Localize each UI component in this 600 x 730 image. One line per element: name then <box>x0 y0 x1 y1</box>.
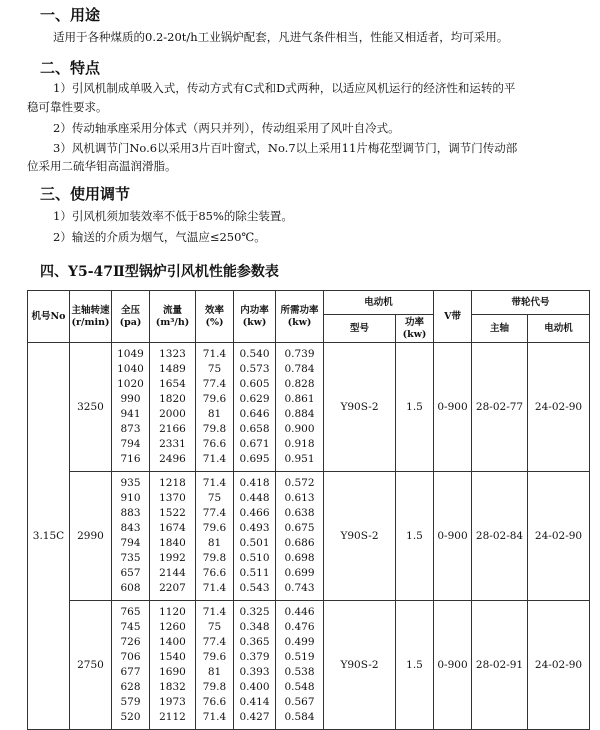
pressure-value: 1049 <box>117 348 144 360</box>
efficiency-value: 76.6 <box>202 567 227 579</box>
flow-value: 1840 <box>159 537 186 549</box>
pressure-value: 843 <box>120 522 141 534</box>
section3-item1: 1）引风机须加装效率不低于85%的除尘装置。 <box>53 209 293 223</box>
required-power-value: 0.638 <box>284 507 315 519</box>
internal-power-value: 0.427 <box>239 711 270 723</box>
header-efficiency: 效率(%) <box>196 291 234 343</box>
header-motor-pulley: 电动机 <box>528 315 590 343</box>
header-speed: 主轴转速(r/min) <box>70 291 112 343</box>
required-power-value: 0.538 <box>284 666 315 678</box>
efficiency-value: 76.6 <box>202 438 227 450</box>
speed-cell: 3250 <box>70 343 112 472</box>
required-power-value: 0.884 <box>284 408 315 420</box>
speed-cell: 2990 <box>70 472 112 601</box>
section2-item2: 2）传动轴承座采用分体式（两只并列），传动组采用了风叶自冷式。 <box>53 121 400 135</box>
motor-pulley-cell: 24-02-90 <box>528 343 590 472</box>
pressure-value: 608 <box>120 582 141 594</box>
efficiency-value: 79.8 <box>202 552 227 564</box>
main-shaft-cell: 28-02-91 <box>472 601 528 730</box>
flow-list <box>150 601 196 730</box>
pressure-value: 579 <box>120 696 141 708</box>
pressure-value: 628 <box>120 681 141 693</box>
required-power-value: 0.686 <box>284 537 315 549</box>
efficiency-value: 79.6 <box>202 522 227 534</box>
required-power-list <box>276 472 324 601</box>
internal-power-value: 0.418 <box>239 477 270 489</box>
efficiency-value: 77.4 <box>202 378 227 390</box>
efficiency-value: 79.6 <box>202 393 227 405</box>
required-power-value: 0.567 <box>284 696 315 708</box>
efficiency-value: 71.4 <box>202 582 227 594</box>
section4-title: 四、Y5-47Ⅱ型锅炉引风机性能参数表 <box>40 264 279 280</box>
internal-power-value: 0.658 <box>239 423 270 435</box>
pressure-value: 735 <box>120 552 141 564</box>
flow-value: 1120 <box>159 606 186 618</box>
section2-item1-line1: 1）引风机制成单吸入式，传动方式有C式和D式两种，以适应风机运行的经济性和运转的平 <box>53 81 516 95</box>
efficiency-list <box>196 472 234 601</box>
required-power-value: 0.613 <box>284 492 315 504</box>
efficiency-value: 77.4 <box>202 636 227 648</box>
pressure-value: 677 <box>120 666 141 678</box>
flow-value: 2144 <box>159 567 186 579</box>
pressure-value: 745 <box>120 621 141 633</box>
motor-model-cell: Y90S-2 <box>324 343 396 472</box>
pressure-value: 873 <box>120 423 141 435</box>
pressure-list <box>112 343 150 472</box>
required-power-value: 0.584 <box>284 711 315 723</box>
pressure-value: 716 <box>120 453 141 465</box>
section2-item1-line2: 稳可靠性要求。 <box>27 100 108 114</box>
section3-title: 三、使用调节 <box>40 185 131 203</box>
required-power-value: 0.548 <box>284 681 315 693</box>
flow-value: 1832 <box>159 681 186 693</box>
pressure-value: 794 <box>120 438 141 450</box>
internal-power-value: 0.695 <box>239 453 270 465</box>
main-shaft-cell: 28-02-77 <box>472 343 528 472</box>
flow-value: 1992 <box>159 552 186 564</box>
flow-value: 1218 <box>159 477 186 489</box>
pressure-value: 935 <box>120 477 141 489</box>
pressure-value: 990 <box>120 393 141 405</box>
flow-value: 1820 <box>159 393 186 405</box>
motor-pulley-cell: 24-02-90 <box>528 601 590 730</box>
flow-value: 2112 <box>159 711 186 723</box>
main-shaft-cell: 28-02-84 <box>472 472 528 601</box>
speed-cell: 2750 <box>70 601 112 730</box>
motor-model-cell: Y90S-2 <box>324 472 396 601</box>
internal-power-value: 0.393 <box>239 666 270 678</box>
required-power-value: 0.476 <box>284 621 315 633</box>
pressure-value: 706 <box>120 651 141 663</box>
flow-value: 1323 <box>159 348 186 360</box>
internal-power-value: 0.540 <box>239 348 270 360</box>
internal-power-value: 0.466 <box>239 507 270 519</box>
header-model: 机号No <box>28 291 70 343</box>
required-power-value: 0.828 <box>284 378 315 390</box>
section1-text: 适用于各种煤质的0.2-20t/h工业锅炉配套，凡进气条件相当，性能又相适者，均可采用。 <box>53 30 509 44</box>
internal-power-value: 0.448 <box>239 492 270 504</box>
required-power-value: 0.951 <box>284 453 315 465</box>
pressure-list <box>112 472 150 601</box>
internal-power-value: 0.400 <box>239 681 270 693</box>
required-power-value: 0.519 <box>284 651 315 663</box>
flow-value: 1654 <box>159 378 186 390</box>
required-power-value: 0.499 <box>284 636 315 648</box>
efficiency-value: 71.4 <box>202 606 227 618</box>
table-row <box>28 601 590 730</box>
pressure-value: 1040 <box>117 363 144 375</box>
required-power-value: 0.861 <box>284 393 315 405</box>
header-main-shaft: 主轴 <box>472 315 528 343</box>
efficiency-value: 75 <box>207 363 222 375</box>
flow-list <box>150 343 196 472</box>
efficiency-value: 79.8 <box>202 681 227 693</box>
section2-item3-line1: 3）风机调节门No.6以采用3片百叶窗式，No.7以上采用11片梅花型调节门，调节门传动部 <box>53 141 518 155</box>
header-motor: 电动机 <box>324 291 434 315</box>
flow-value: 2166 <box>159 423 186 435</box>
pressure-value: 941 <box>120 408 141 420</box>
pressure-value: 657 <box>120 567 141 579</box>
model-number-cell: 3.15C <box>28 343 70 730</box>
header-vbelt: V带 <box>434 291 472 343</box>
required-power-value: 0.784 <box>284 363 315 375</box>
required-power-list <box>276 601 324 730</box>
header-pressure: 全压(pa) <box>112 291 150 343</box>
flow-value: 2496 <box>159 453 186 465</box>
efficiency-value: 75 <box>207 492 222 504</box>
internal-power-list <box>234 472 276 601</box>
flow-value: 2207 <box>159 582 186 594</box>
motor-power-cell: 1.5 <box>396 601 434 730</box>
internal-power-list <box>234 601 276 730</box>
efficiency-value: 79.8 <box>202 423 227 435</box>
motor-pulley-cell: 24-02-90 <box>528 472 590 601</box>
flow-value: 1370 <box>159 492 186 504</box>
internal-power-list <box>234 343 276 472</box>
required-power-value: 0.699 <box>284 567 315 579</box>
pressure-value: 1020 <box>117 378 144 390</box>
performance-table <box>27 290 590 730</box>
flow-value: 1522 <box>159 507 186 519</box>
efficiency-value: 75 <box>207 621 222 633</box>
efficiency-list <box>196 343 234 472</box>
internal-power-value: 0.365 <box>239 636 270 648</box>
internal-power-value: 0.605 <box>239 378 270 390</box>
internal-power-value: 0.573 <box>239 363 270 375</box>
internal-power-value: 0.348 <box>239 621 270 633</box>
pressure-value: 910 <box>120 492 141 504</box>
required-power-list <box>276 343 324 472</box>
flow-value: 1540 <box>159 651 186 663</box>
internal-power-value: 0.325 <box>239 606 270 618</box>
table-row <box>28 472 590 601</box>
efficiency-value: 71.4 <box>202 477 227 489</box>
table-row <box>28 343 590 472</box>
internal-power-value: 0.379 <box>239 651 270 663</box>
efficiency-value: 77.4 <box>202 507 227 519</box>
header-motor-power: 功率(kw) <box>396 315 434 343</box>
internal-power-value: 0.511 <box>239 567 270 579</box>
internal-power-value: 0.629 <box>239 393 270 405</box>
required-power-value: 0.446 <box>284 606 315 618</box>
header-required-power: 所需功率(kw) <box>276 291 324 343</box>
efficiency-value: 81 <box>207 666 222 678</box>
section2-item3-line2: 位采用二硫华钼高温润滑脂。 <box>27 159 177 173</box>
section3-item2: 2）输送的介质为烟气，气温应≤250℃。 <box>53 230 266 244</box>
flow-list <box>150 472 196 601</box>
flow-value: 2000 <box>159 408 186 420</box>
section1-title: 一、用途 <box>40 6 101 24</box>
efficiency-value: 71.4 <box>202 711 227 723</box>
internal-power-value: 0.510 <box>239 552 270 564</box>
pressure-list <box>112 601 150 730</box>
efficiency-list <box>196 601 234 730</box>
internal-power-value: 0.493 <box>239 522 270 534</box>
pressure-value: 794 <box>120 537 141 549</box>
flow-value: 1674 <box>159 522 186 534</box>
required-power-value: 0.900 <box>284 423 315 435</box>
efficiency-value: 81 <box>207 408 222 420</box>
header-motor-model: 型号 <box>324 315 396 343</box>
header-internal-power: 内功率(kw) <box>234 291 276 343</box>
header-pulley-code: 带轮代号 <box>472 291 590 315</box>
pressure-value: 765 <box>120 606 141 618</box>
motor-power-cell: 1.5 <box>396 472 434 601</box>
efficiency-value: 76.6 <box>202 696 227 708</box>
motor-model-cell: Y90S-2 <box>324 601 396 730</box>
internal-power-value: 0.671 <box>239 438 270 450</box>
efficiency-value: 71.4 <box>202 348 227 360</box>
flow-value: 1690 <box>159 666 186 678</box>
internal-power-value: 0.414 <box>239 696 270 708</box>
vbelt-cell: 0-900 <box>434 472 472 601</box>
section2-title: 二、特点 <box>40 59 101 77</box>
internal-power-value: 0.543 <box>239 582 270 594</box>
pressure-value: 726 <box>120 636 141 648</box>
header-flow: 流量(m³/h) <box>150 291 196 343</box>
internal-power-value: 0.646 <box>239 408 270 420</box>
flow-value: 1400 <box>159 636 186 648</box>
efficiency-value: 81 <box>207 537 222 549</box>
required-power-value: 0.572 <box>284 477 315 489</box>
flow-value: 1489 <box>159 363 186 375</box>
required-power-value: 0.739 <box>284 348 315 360</box>
required-power-value: 0.698 <box>284 552 315 564</box>
pressure-value: 883 <box>120 507 141 519</box>
internal-power-value: 0.501 <box>239 537 270 549</box>
flow-value: 1260 <box>159 621 186 633</box>
motor-power-cell: 1.5 <box>396 343 434 472</box>
flow-value: 1973 <box>159 696 186 708</box>
efficiency-value: 79.6 <box>202 651 227 663</box>
vbelt-cell: 0-900 <box>434 601 472 730</box>
required-power-value: 0.743 <box>284 582 315 594</box>
flow-value: 2331 <box>159 438 186 450</box>
efficiency-value: 71.4 <box>202 453 227 465</box>
pressure-value: 520 <box>120 711 141 723</box>
required-power-value: 0.675 <box>284 522 315 534</box>
vbelt-cell: 0-900 <box>434 343 472 472</box>
required-power-value: 0.918 <box>284 438 315 450</box>
